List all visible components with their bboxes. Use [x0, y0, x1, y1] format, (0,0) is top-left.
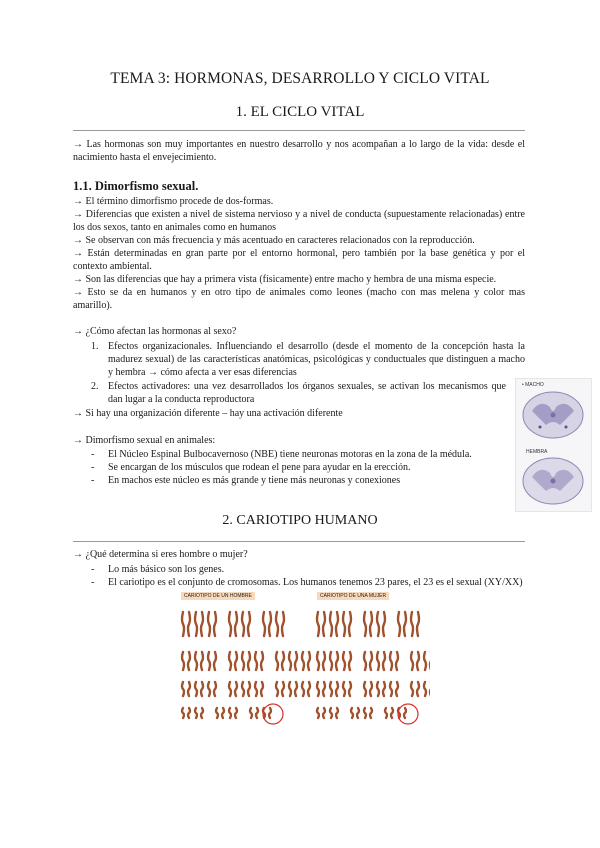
chromosome-pair [330, 708, 338, 718]
chromosome-pair [250, 708, 258, 718]
chromosome-pair [195, 708, 203, 718]
chromosome-pair [229, 682, 237, 696]
chromosome-pair [208, 682, 216, 696]
chromosome-pair [411, 652, 419, 670]
chromosome-pair [377, 612, 385, 636]
chromosome-pair [229, 612, 237, 636]
chromosome-pair [182, 708, 190, 718]
chromosome-pair [276, 682, 284, 696]
chromosome-pair [208, 612, 216, 636]
chromosome-pair [317, 652, 325, 670]
effect-2-text: Efectos activadores: una vez desarrollados los órganos sexuales, se activan los mecanismos que dan lugar a la conducta reproductora [108, 381, 506, 405]
dimorphism-line-1: → El término dimorfismo procede de dos-formas. [73, 196, 274, 207]
chromosome-pair [302, 652, 310, 670]
chromosome-pair [411, 612, 419, 636]
section-2-heading: 2. CARIOTIPO HUMANO [222, 513, 378, 528]
chromosome-pair [411, 682, 419, 696]
chromosome-pair [182, 612, 190, 636]
subsection-1-1-heading: 1.1. Dimorfismo sexual. [73, 179, 199, 193]
dimorphism-line-4: → Están determinadas en gran parte por el entorno hormonal, pero también por la base genética y por el contexto ambiental. [73, 248, 525, 272]
chromosome-pair [255, 682, 263, 696]
sex-question: → ¿Qué determina si eres hombre o mujer? [73, 549, 248, 560]
chromosome-pair [242, 652, 250, 670]
chromosome-pair [182, 682, 190, 696]
chromosome-pair [263, 612, 271, 636]
animal-item-1: El Núcleo Espinal Bulbocavernoso (NBE) tiene neuronas motoras en la zona de la médula. [108, 449, 472, 460]
animal-item-2: Se encargan de los músculos que rodean el pene para ayudar en la erección. [108, 462, 411, 473]
chromosome-pair [351, 708, 359, 718]
dash-bullet: - [91, 449, 95, 460]
chromosome-pair [377, 682, 385, 696]
chromosome-pair [330, 612, 338, 636]
chromosome-pair [208, 652, 216, 670]
spinal-cord-figure [515, 378, 592, 512]
chromosome-pair [343, 652, 351, 670]
chromosome-pair [195, 652, 203, 670]
karyotype-chromosomes-image [175, 604, 430, 730]
chromosome-pair [330, 682, 338, 696]
female-spinal-section-image [520, 455, 587, 507]
section-1-intro: → Las hormonas son muy importantes en nuestro desarrollo y nos acompañan a lo largo de la vida: desde el nacimiento hasta el envejecimiento. [73, 139, 525, 163]
chromosome-pair [317, 612, 325, 636]
chromosome-pair [377, 652, 385, 670]
effect-2-number: 2. [91, 381, 99, 392]
chromosome-pair [424, 682, 430, 696]
chromosome-pair [343, 612, 351, 636]
chromosome-pair [424, 652, 430, 670]
chromosome-pair [276, 612, 284, 636]
figure-label-male: • MACHO [522, 382, 544, 388]
chromosome-pair [229, 708, 237, 718]
animals-intro: → Dimorfismo sexual en animales: [73, 435, 216, 446]
dimorphism-line-3: → Se observan con más frecuencia y más acentuado en caracteres relacionados con la reproducción. [73, 235, 475, 246]
chromosome-pair [364, 652, 372, 670]
dash-bullet: - [91, 462, 95, 473]
chromosome-pair [276, 652, 284, 670]
chromosome-pair [343, 682, 351, 696]
chromosome-pair [216, 708, 224, 718]
chromosome-pair [364, 612, 372, 636]
chromosome-pair [302, 682, 310, 696]
chromosome-pair [364, 708, 372, 718]
dash-bullet: - [91, 475, 95, 486]
section-1-divider [73, 130, 525, 131]
chromosome-pair [317, 682, 325, 696]
chromosome-pair [229, 652, 237, 670]
chromosome-pair [385, 708, 393, 718]
effect-1-text: Efectos organizacionales. Influenciando el desarrollo (desde el momento de la concepción hasta la madurez sexual) de las características anatómicas, psicológicas y conductuales que distinguen a macho y hembra → cómo afecta a ver esas diferencias [108, 341, 525, 378]
karyotype-label-female: CARIOTIPO DE UNA MUJER [317, 592, 389, 600]
chromosome-pair [255, 652, 263, 670]
chromosome-pair [398, 612, 406, 636]
karyotype-label-male: CARIOTIPO DE UN HOMBRE [181, 592, 255, 600]
effect-1-number: 1. [91, 341, 99, 352]
chromosome-pair [289, 682, 297, 696]
chromosome-pair [330, 652, 338, 670]
karyotype-figure [175, 590, 430, 730]
karyotype-item-1: Lo más básico son los genes. [108, 564, 225, 575]
male-spinal-section-image [520, 389, 587, 441]
chromosome-pair [289, 652, 297, 670]
organization-conclusion: → Si hay una organización diferente – hay una activación diferente [73, 408, 343, 419]
animal-item-3: En machos este núcleo es más grande y tiene más neuronas y conexiones [108, 475, 401, 486]
dimorphism-line-5: → Son las diferencias que hay a primera vista (físicamente) entre macho y hembra de una misma especie. [73, 274, 497, 285]
dash-bullet: - [91, 564, 95, 575]
section-1-heading: 1. EL CICLO VITAL [235, 104, 365, 120]
dash-bullet: - [91, 577, 95, 588]
chromosome-pair [195, 612, 203, 636]
chromosome-pair [390, 682, 398, 696]
figure-label-female: HEMBRA [526, 449, 548, 455]
karyotype-item-2: El cariotipo es el conjunto de cromosomas. Los humanos tenemos 23 pares, el 23 es el sexual (XY/XX) [108, 577, 523, 588]
chromosome-pair [364, 682, 372, 696]
chromosome-pair [182, 652, 190, 670]
hormones-question: → ¿Cómo afectan las hormonas al sexo? [73, 326, 237, 337]
chromosome-pair [242, 612, 250, 636]
chromosome-pair [242, 682, 250, 696]
dimorphism-line-6: → Esto se da en humanos y en otro tipo de animales como leones (macho con mas melena y color mas amarillo). [73, 287, 525, 311]
chromosome-pair [195, 682, 203, 696]
dimorphism-line-2: → Diferencias que existen a nivel de sistema nervioso y a nivel de conducta (supuestamente relacionadas) entre los dos sexos, tanto en animales como en humanos [73, 209, 525, 233]
page-title: TEMA 3: HORMONAS, DESARROLLO Y CICLO VITAL [110, 70, 490, 87]
chromosome-pair [317, 708, 325, 718]
section-2-divider [73, 541, 525, 542]
chromosome-pair [390, 652, 398, 670]
